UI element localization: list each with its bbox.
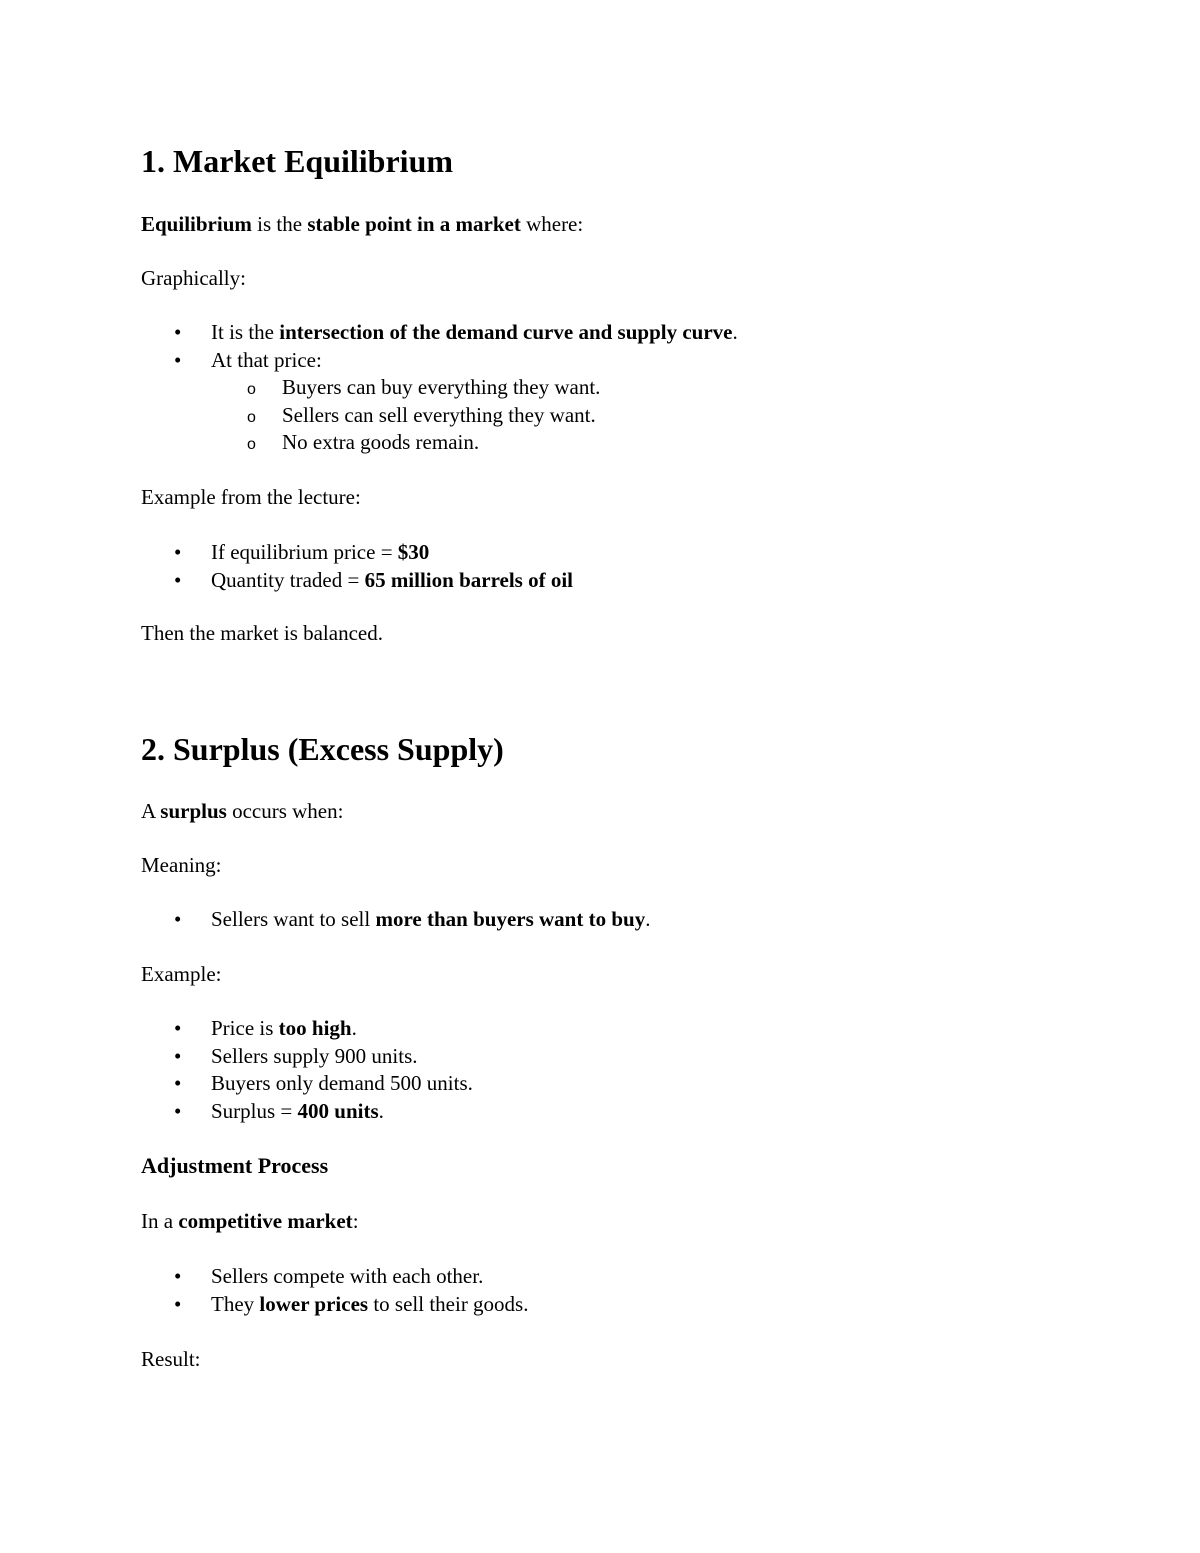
list-item: [141, 1098, 1061, 1126]
bold-text: lower prices: [259, 1291, 369, 1316]
text-span: Sellers want to sell: [211, 907, 376, 931]
text-span: where:: [520, 212, 584, 236]
meaning-label: Meaning:: [141, 853, 222, 877]
text-span: .: [378, 1098, 384, 1123]
text-span: In a: [141, 1209, 179, 1233]
example-label-2: Example:: [141, 962, 222, 986]
text-span: is the: [251, 212, 308, 236]
conclusion-text: Then the market is balanced.: [141, 621, 383, 645]
bold-text: 400 units: [297, 1098, 379, 1123]
text-span: Price is: [211, 1016, 279, 1040]
text-span: .: [732, 320, 738, 344]
adjustment-process-heading: Adjustment Process: [141, 1153, 329, 1178]
bold-text: intersection of the demand curve and supply curve: [279, 320, 733, 344]
term-equilibrium: Equilibrium: [141, 212, 252, 236]
bold-text: more than buyers want to buy: [375, 907, 646, 931]
bold-text: too high: [278, 1016, 352, 1040]
competitive-market-intro: [141, 1208, 359, 1235]
section-1-heading: 1. Market Equilibrium: [141, 143, 454, 179]
equilibrium-definition: [141, 211, 583, 238]
list-item: [141, 1291, 1061, 1319]
list-item: [141, 1015, 1061, 1043]
list-item: [141, 567, 1061, 595]
text-span: .: [645, 907, 651, 931]
text-span: At that price:: [211, 347, 322, 372]
term-competitive-market: competitive market: [178, 1209, 353, 1233]
text-span: to sell their goods.: [368, 1291, 529, 1316]
text-span: Surplus =: [211, 1098, 298, 1123]
surplus-definition: [141, 798, 343, 825]
text-span: :: [352, 1209, 359, 1233]
list-item: [141, 347, 1061, 375]
section-2-heading: 2. Surplus (Excess Supply): [141, 731, 504, 767]
sub-list-item: o Buyers can buy everything they want.: [141, 374, 1061, 402]
sub-list-item: o No extra goods remain.: [141, 429, 1061, 457]
graphically-list: [141, 319, 1061, 457]
list-item: • Buyers only demand 500 units.: [141, 1070, 1061, 1098]
list-item: • Sellers supply 900 units.: [141, 1043, 1061, 1071]
text-span: .: [351, 1016, 357, 1040]
text-span: Quantity traded =: [211, 567, 365, 592]
text-span: A: [141, 799, 161, 823]
market-list: [141, 1263, 1061, 1318]
text-span: It is the: [211, 320, 280, 344]
text-span: occurs when:: [226, 799, 344, 823]
sub-list-item: o Sellers can sell everything they want.: [141, 402, 1061, 430]
list-item: [141, 539, 1061, 567]
list-item: [141, 906, 1061, 934]
meaning-list: [141, 906, 1061, 934]
term-surplus: surplus: [160, 799, 227, 823]
text-span: If equilibrium price =: [211, 540, 398, 564]
graphically-label: Graphically:: [141, 266, 246, 290]
bold-text: $30: [397, 540, 430, 564]
example-label: Example from the lecture:: [141, 485, 361, 509]
list-item: • Sellers compete with each other.: [141, 1263, 1061, 1291]
example-list: [141, 539, 1061, 594]
term-stable-point: stable point in a market: [307, 212, 521, 236]
list-item: [141, 319, 1061, 347]
surplus-example-list: [141, 1015, 1061, 1125]
bold-text: 65 million barrels of oil: [364, 567, 574, 592]
result-label: Result:: [141, 1347, 201, 1371]
text-span: They: [211, 1291, 260, 1316]
